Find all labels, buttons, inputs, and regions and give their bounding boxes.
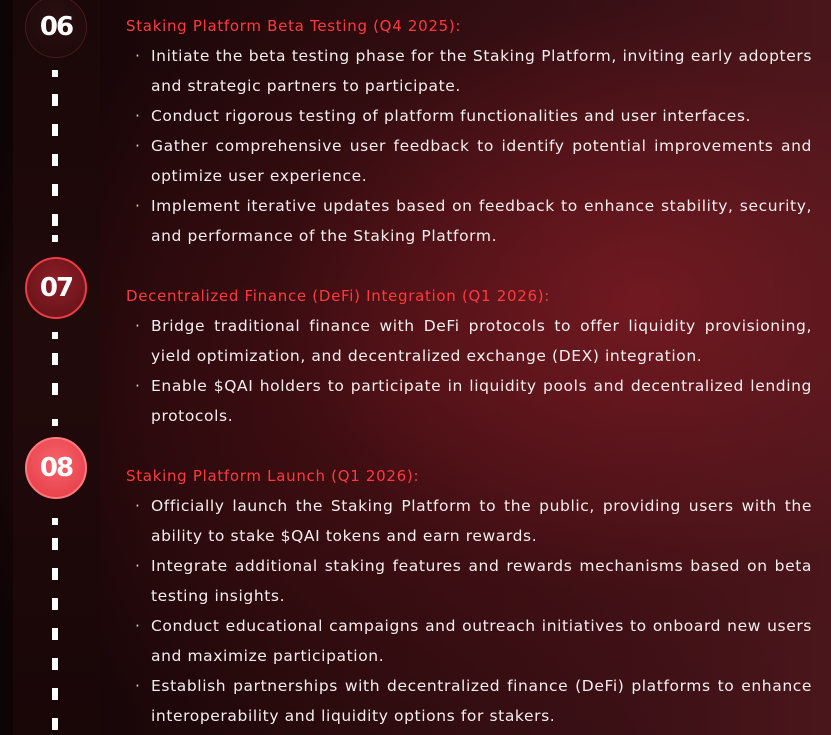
section-title: Decentralized Finance (DeFi) Integration (Q1 2026): [126, 287, 551, 305]
list-item [126, 491, 812, 551]
milestone-list [126, 491, 812, 731]
list-item [126, 101, 812, 131]
timeline-dot [52, 235, 58, 242]
milestone-badge-08: 08 [25, 437, 87, 499]
list-item [126, 611, 812, 671]
bullet: · [135, 557, 141, 575]
list-item-text: Establish partnerships with decentralized finance (DeFi) platforms to enhance interoperability and liquidity options for stakers. [151, 677, 812, 725]
list-item-text: Implement iterative updates based on feedback to enhance stability, security, and performance of the Staking Platform. [151, 197, 812, 245]
bullet: · [135, 107, 141, 125]
milestone-section-06 [126, 11, 812, 251]
milestone-list [126, 41, 812, 251]
bullet: · [135, 317, 141, 335]
milestone-section-08 [126, 461, 812, 731]
list-item [126, 41, 812, 101]
list-item-text: Integrate additional staking features and rewards mechanisms based on beta testing insights. [151, 557, 812, 605]
milestone-section-07 [126, 281, 812, 431]
timeline-dot [52, 518, 58, 525]
timeline-dot [52, 332, 58, 339]
timeline-dashes [52, 94, 58, 226]
list-item-text: Conduct educational campaigns and outreach initiatives to onboard new users and maximize participation. [151, 617, 812, 665]
bullet: · [135, 497, 141, 515]
list-item-text: Conduct rigorous testing of platform functionalities and user interfaces. [151, 107, 752, 125]
bullet: · [135, 677, 141, 695]
milestone-badge-06: 06 [25, 0, 87, 58]
list-item [126, 371, 812, 431]
list-item-text: Initiate the beta testing phase for the Staking Platform, inviting early adopters and strategic partners to participate. [151, 47, 812, 95]
section-title: Staking Platform Launch (Q1 2026): [126, 467, 420, 485]
timeline-dot [52, 70, 58, 77]
list-item-text: Bridge traditional finance with DeFi protocols to offer liquidity provisioning, yield optimization, and decentralized exchange (DEX) integration. [151, 317, 812, 365]
bullet: · [135, 197, 141, 215]
bullet: · [135, 47, 141, 65]
bullet: · [135, 137, 141, 155]
list-item-text: Gather comprehensive user feedback to identify potential improvements and optimize user experience. [151, 137, 812, 185]
list-item [126, 551, 812, 611]
list-item [126, 131, 812, 191]
bullet: · [135, 377, 141, 395]
list-item [126, 671, 812, 731]
bullet: · [135, 617, 141, 635]
list-item-text: Enable $QAI holders to participate in liquidity pools and decentralized lending protocols. [151, 377, 812, 425]
timeline-dashes [52, 538, 58, 735]
section-title: Staking Platform Beta Testing (Q4 2025): [126, 17, 462, 35]
milestone-list [126, 311, 812, 431]
timeline-dashes [52, 353, 58, 413]
timeline-dot [52, 419, 58, 426]
list-item [126, 311, 812, 371]
list-item-text: Officially launch the Staking Platform to the public, providing users with the ability to stake $QAI tokens and earn rewards. [151, 497, 812, 545]
list-item [126, 191, 812, 251]
milestone-badge-07: 07 [25, 257, 87, 319]
